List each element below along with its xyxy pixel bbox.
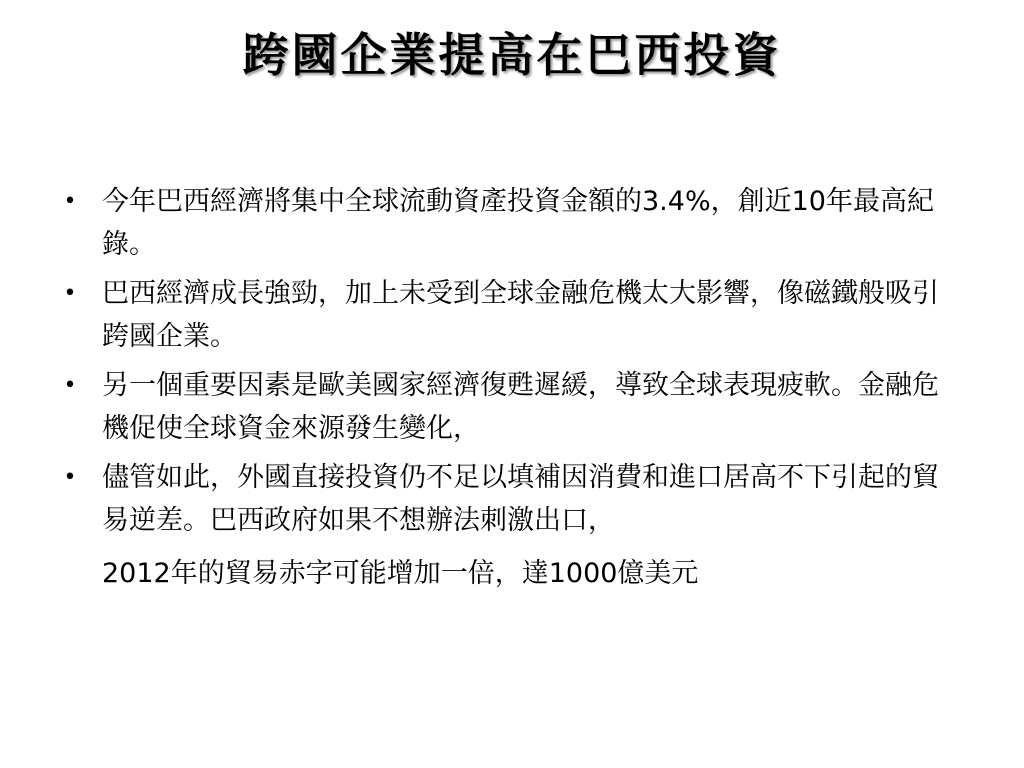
bullet-item-2 — [60, 272, 965, 358]
bullet-item-4 — [60, 456, 965, 595]
bullet-text-4-continuation: 2012年的貿易赤字可能增加一倍，達1000億美元 — [102, 558, 699, 589]
bullet-list — [60, 180, 965, 601]
bullet-text-2: 巴西經濟成長強勁，加上未受到全球金融危機太大影響，像磁鐵般吸引跨國企業。 — [102, 278, 939, 352]
bullet-marker-icon: • — [63, 373, 77, 398]
bullet-text-3: 另一個重要因素是歐美國家經濟復甦遲緩，導致全球表現疲軟。金融危機促使全球資金來源發生變化， — [102, 370, 939, 444]
bullet-item-3 — [60, 364, 965, 450]
bullet-marker-icon: • — [63, 281, 77, 306]
bullet-marker-icon: • — [63, 189, 77, 214]
bullet-text-1: 今年巴西經濟將集中全球流動資產投資金額的3.4%，創近10年最高紀錄。 — [102, 186, 934, 260]
bullet-text-4: 儘管如此，外國直接投資仍不足以填補因消費和進口居高不下引起的貿易逆差。巴西政府如果不想辦法刺激出口， — [102, 462, 939, 536]
slide-title: 跨國企業提高在巴西投資 — [242, 28, 782, 82]
bullet-marker-icon: • — [63, 465, 77, 490]
bullet-item-1 — [60, 180, 965, 266]
